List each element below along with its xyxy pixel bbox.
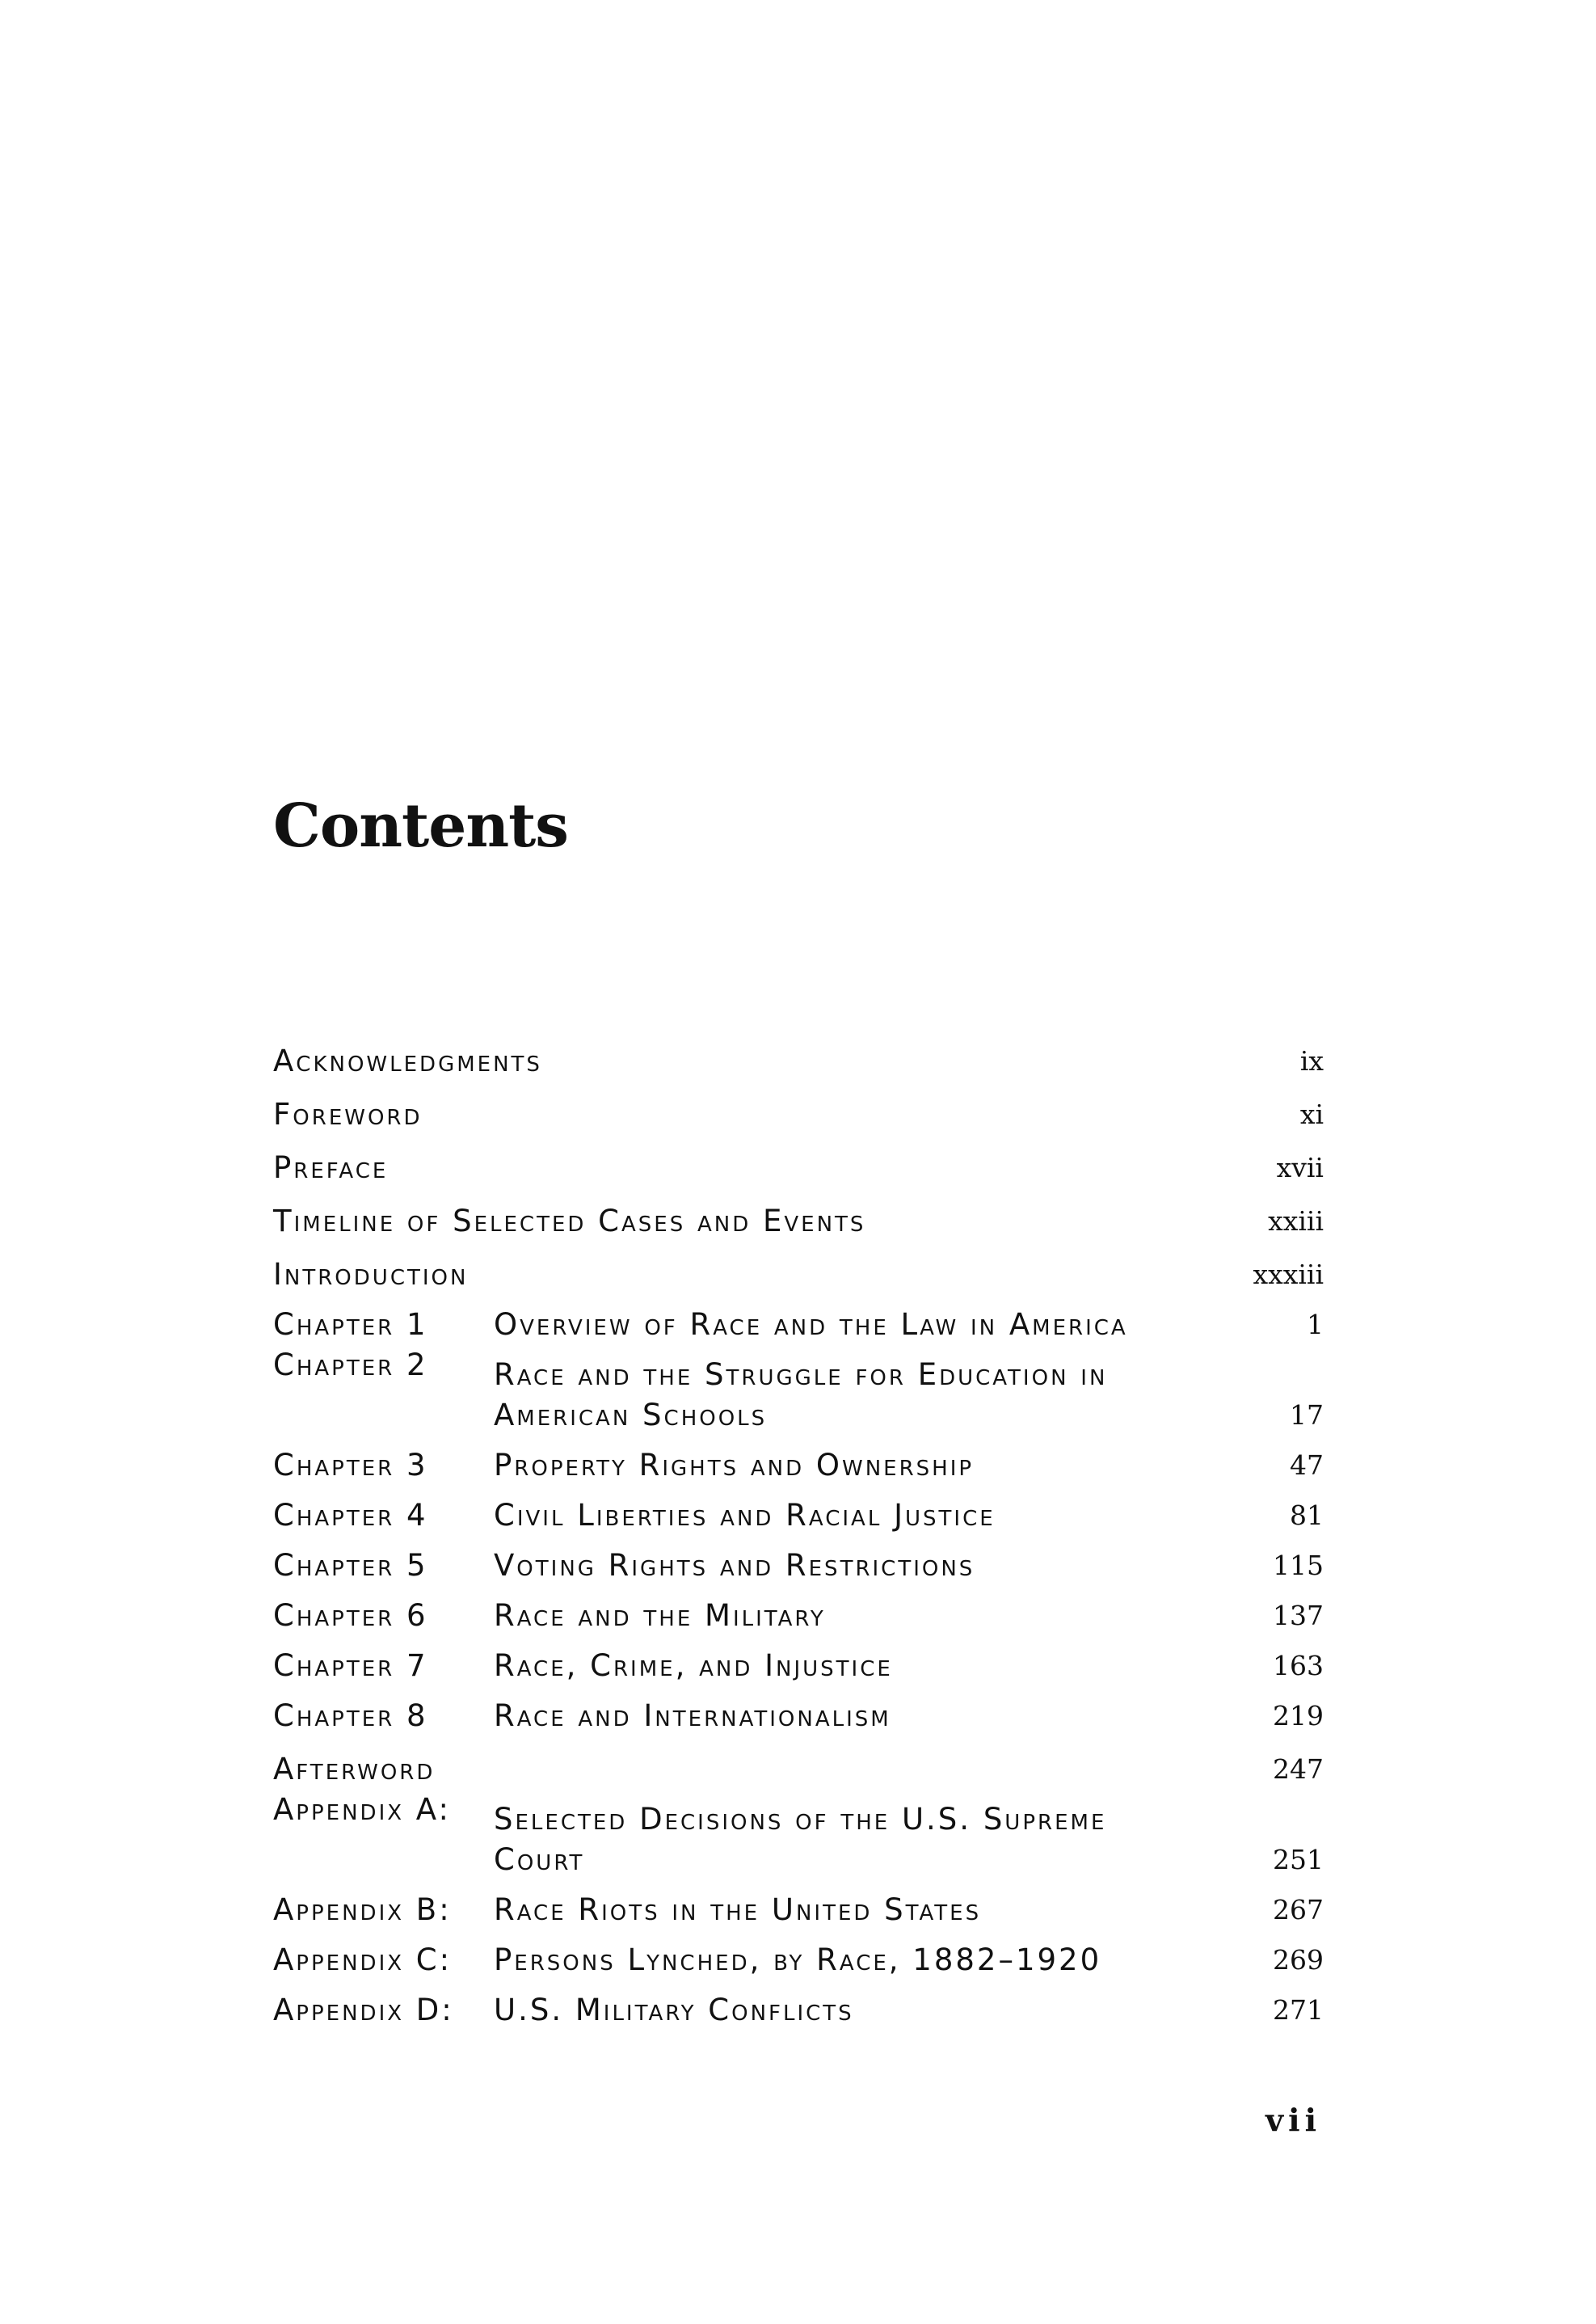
toc-entry-page: 219: [1273, 1700, 1324, 1731]
toc-entry-title: Voting Rights and Restrictions: [494, 1548, 975, 1583]
toc-entry-appendix-b: [273, 1880, 1324, 1930]
toc-entry-chapter-2: [273, 1345, 1324, 1436]
toc-entry-chapter-3: [273, 1436, 1324, 1486]
toc-entry-title: Persons Lynched, by Race, 1882–1920: [494, 1942, 1102, 1977]
toc-entry-title: Race and the Struggle for Education in American Schools: [494, 1357, 1108, 1432]
toc-entry-title: Property Rights and Ownership: [494, 1448, 975, 1483]
toc-entry-title: Race and the Military: [494, 1598, 826, 1633]
toc-entry-page: 17: [1290, 1399, 1324, 1431]
toc-entry-label: Appendix B:: [273, 1892, 452, 1927]
page-number: vii: [1265, 2102, 1321, 2138]
toc-entry-title: Race, Crime, and Injustice: [494, 1648, 893, 1683]
toc-entry-label: Introduction: [273, 1257, 469, 1292]
toc-entry-label: Chapter 1: [273, 1307, 428, 1342]
toc-entry-label: Chapter 3: [273, 1448, 428, 1483]
toc-entry-label: Chapter 5: [273, 1548, 428, 1583]
toc-entry-foreword: [273, 1082, 1324, 1135]
toc-entry-page: xxxiii: [1253, 1259, 1324, 1290]
toc-entry-chapter-5: [273, 1536, 1324, 1586]
toc-entry-label: Timeline of Selected Cases and Events: [273, 1204, 866, 1238]
toc-entry-page: 251: [1273, 1844, 1324, 1875]
toc-entry-page: 271: [1273, 1994, 1324, 2026]
toc-entry-page: xxiii: [1268, 1205, 1324, 1237]
toc-entry-title: Civil Liberties and Racial Justice: [494, 1498, 996, 1533]
toc-entry-label: Appendix D:: [273, 1993, 454, 2027]
toc-entry-appendix-c: [273, 1930, 1324, 1980]
toc-entry-acknowledgments: [273, 1028, 1324, 1082]
toc-entry-label: Appendix A:: [273, 1792, 451, 1827]
toc-entry-title: Race Riots in the United States: [494, 1892, 982, 1927]
toc-entry-afterword: [273, 1736, 1324, 1790]
toc-entry-label: Afterword: [273, 1752, 436, 1786]
toc-entry-label: Preface: [273, 1150, 389, 1185]
toc-entry-timeline: [273, 1188, 1324, 1242]
toc-entry-page: ix: [1299, 1045, 1324, 1077]
toc-entry-label: Chapter 6: [273, 1598, 428, 1633]
toc-entry-preface: [273, 1135, 1324, 1188]
toc-entry-page: 81: [1290, 1499, 1324, 1531]
toc-entry-label: Chapter 2: [273, 1348, 428, 1382]
toc-entry-chapter-1: [273, 1295, 1324, 1345]
toc-entry-label: Acknowledgments: [273, 1044, 542, 1078]
toc-entry-chapter-8: [273, 1686, 1324, 1736]
toc-entry-title: U.S. Military Conflicts: [494, 1993, 854, 2027]
toc-entry-page: xvii: [1276, 1152, 1324, 1183]
toc-entry-title: Overview of Race and the Law in America: [494, 1307, 1128, 1342]
toc-entry-label: Foreword: [273, 1097, 423, 1132]
toc-entry-page: 137: [1273, 1600, 1324, 1631]
toc-entry-page: 269: [1273, 1944, 1324, 1976]
toc-entry-introduction: [273, 1242, 1324, 1295]
toc-entry-appendix-a: [273, 1790, 1324, 1880]
toc-entry-label: Chapter 8: [273, 1698, 428, 1733]
toc-entry-page: 115: [1273, 1550, 1324, 1581]
toc-entry-label: Chapter 7: [273, 1648, 428, 1683]
toc-entry-page: 163: [1273, 1650, 1324, 1681]
toc-entry-appendix-d: [273, 1980, 1324, 2031]
toc-entry-title: Selected Decisions of the U.S. Supreme Court: [494, 1802, 1107, 1877]
toc-entry-page: xi: [1299, 1099, 1324, 1130]
page-title: Contents: [273, 791, 568, 861]
toc-entry-label: Chapter 4: [273, 1498, 428, 1533]
toc-entry-page: 47: [1290, 1449, 1324, 1481]
toc-entry-page: 267: [1273, 1894, 1324, 1925]
toc-entry-title: Race and Internationalism: [494, 1698, 891, 1733]
toc-entry-page: 247: [1273, 1753, 1324, 1785]
toc-entry-chapter-4: [273, 1486, 1324, 1536]
toc-entry-label: Appendix C:: [273, 1942, 453, 1977]
table-of-contents: [273, 1028, 1324, 2031]
toc-entry-chapter-6: [273, 1586, 1324, 1636]
toc-entry-page: 1: [1307, 1309, 1324, 1340]
toc-entry-chapter-7: [273, 1636, 1324, 1686]
